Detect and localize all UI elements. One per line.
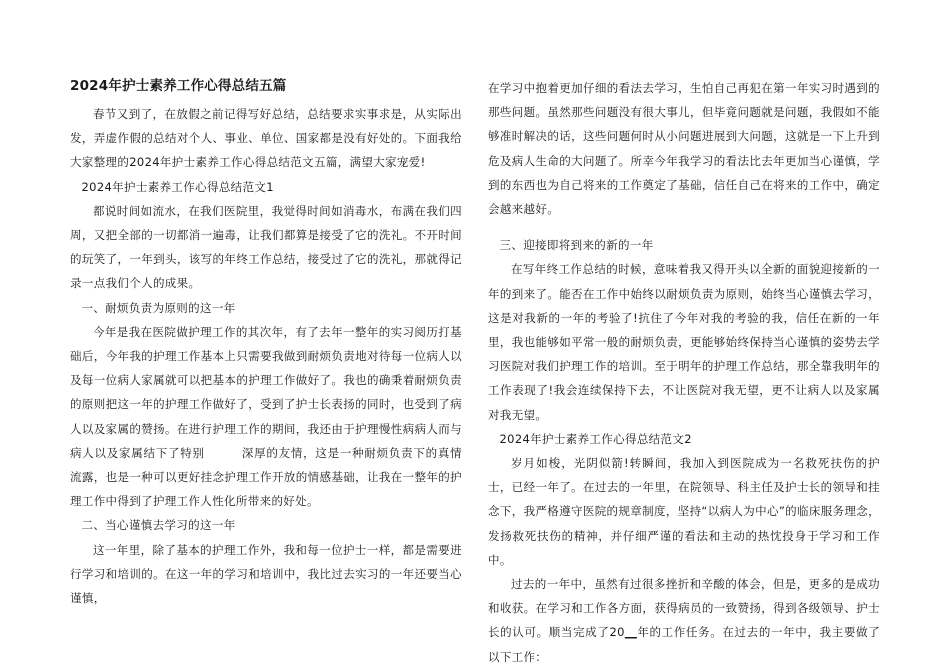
left-column bbox=[70, 76, 462, 610]
intro-paragraph: 春节又到了，在放假之前记得写好总结，总结要求实事求是，从实际出发，弄虚作假的总结对个人、事业、单位、国家都是没有好处的。下面我给大家整理的2024年护士素养工作心得总结范文五篇，满望大家宠爱! bbox=[70, 107, 462, 170]
spacer bbox=[488, 221, 880, 233]
essay-2-paragraph-2-part-a: 过去的一年中，虽然有过很多挫折和辛酸的体会，但是，更多的是成功和收获。在学习和工作各方面，获得病员的一致赞扬，得到各级领导、护士长的认可。顺当完成了20 bbox=[488, 577, 880, 640]
essay-1-paragraph-2 bbox=[70, 320, 462, 514]
document-title: 2024年护士素养工作心得总结五篇 bbox=[70, 78, 287, 94]
subheading-1: 一、耐烦负责为原则的这一年 bbox=[81, 300, 236, 315]
essay-1-paragraph-3: 这一年里，除了基本的护理工作外，我和每一位护士一样，都是需要进行学习和培训的。在这一年的学习和培训中，我比过去实习的一年还要当心谨慎， bbox=[70, 542, 462, 606]
year-blank: __ bbox=[624, 625, 638, 640]
subheading-2: 二、当心谨慎去学习的这一年 bbox=[81, 518, 236, 533]
essay-1-paragraph-1: 都说时间如流水，在我们医院里，我觉得时间如消毒水，布满在我们四周，又把全部的一切都消一遍毒，让我们都算是接受了它的洗礼。不开时间的玩笑了，一年到头，该写的年终工作总结，接受过了它的洗礼，那就得记录一点我们个人的成果。 bbox=[70, 203, 462, 291]
subheading-3: 三、迎接即将到来的新的一年 bbox=[499, 238, 654, 253]
essay-1-paragraph-2-part-a: 今年是我在医院做护理工作的其次年，有了去年一整年的实习阅历打基础后，今年我的护理工作基本上只需要我做到耐烦负责地对待每一位病人以及每一位病人家属就可以把基本的护理工作做好了。我也的确秉着耐烦负责的原则把这一年的护理工作做好了，受到了护士长表扬的同时，也受到了病人以及家属的赞扬。在进行护理工作的期间，我还由于护理慢性病病人而与病人以及家属结下了特别 bbox=[70, 324, 462, 460]
essay-1-paragraph-4: 在写年终工作总结的时候，意味着我又得开头以全新的面貌迎接新的一年的到来了。能否在工作中始终以耐烦负责为原则，始终当心谨慎去学习，这是对我新的一年的考验了!抗住了今年对我的考验的我，信任在新的一年里，我也能够如平常一般的耐烦负责，更能够始终保持当心谨慎的姿势去学习医院对我们护理工作的培训。至于明年的护理工作总结，那全靠我明年的工作表现了!我会连续保持下去，不让医院对我无望，更不让病人以及家属对我无望。 bbox=[488, 262, 880, 422]
essay-1-paragraph-3-continued: 在学习中抱着更加仔细的看法去学习，生怕自己再犯在第一年实习时遇到的那些问题。虽然那些问题没有很大事儿，但毕竟问题就是问题，我假如不能够准时解决的话，这些问题何时从小问题进展到大问题，这就是一下上升到危及病人生命的大问题了。所幸今年我学习的看法比去年更加当心谨慎，学到的东西也为自己将来的工作奠定了基础，信任自己在将来的工作中，确定会越来越好。 bbox=[488, 81, 880, 217]
section-heading-essay-2: 2024年护士素养工作心得总结范文2 bbox=[499, 431, 692, 446]
essay-2-paragraph-2-part-b: 年的工作任务。在过去的一年中，我主要做了以下工作： bbox=[488, 625, 880, 664]
section-heading-essay-1: 2024年护士素养工作心得总结范文1 bbox=[81, 179, 274, 194]
right-column bbox=[488, 76, 880, 669]
essay-1-paragraph-2-part-b: 深厚的友情，这是一种耐烦负责下的真情流露，也是一种可以更好挂念护理工作开放的情感基础，让我在一整年的护理工作中得到了护理工作人性化所带来的好处。 bbox=[70, 445, 462, 509]
essay-2-paragraph-1: 岁月如梭，光阴似箭!转瞬间，我加入到医院成为一名救死扶伤的护士，已经一年了。在过去的一年里，在院领导、科主任及护士长的领导和挂念下，我严格遵守医院的规章制度，坚持“以病人为中心”的临床服务理念，发扬救死扶伤的精神，并仔细严谨的看法和主动的热忱投身于学习和工作中。 bbox=[488, 456, 880, 567]
essay-2-paragraph-2 bbox=[488, 572, 880, 669]
